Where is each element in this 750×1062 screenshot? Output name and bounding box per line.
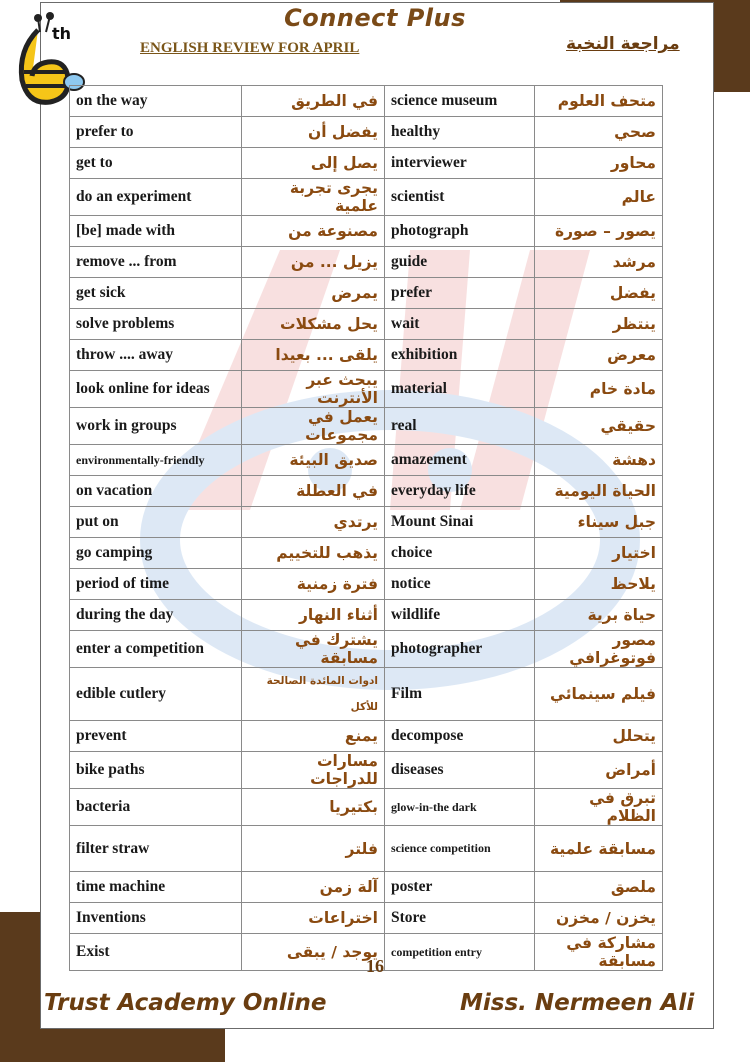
table-row xyxy=(70,247,663,278)
table-row xyxy=(70,569,663,600)
arabic-meaning: أثناء النهار xyxy=(242,600,385,631)
table-row xyxy=(70,789,663,826)
english-term: bike paths xyxy=(70,752,242,789)
arabic-meaning: آلة زمن xyxy=(242,872,385,903)
table-row xyxy=(70,752,663,789)
table-row xyxy=(70,631,663,668)
arabic-meaning: يلقى ... بعيدا xyxy=(242,340,385,371)
arabic-meaning: في العطلة xyxy=(242,476,385,507)
arabic-meaning: محاور xyxy=(535,148,663,179)
arabic-meaning: يجرى تجربة علمية xyxy=(242,179,385,216)
english-term: exhibition xyxy=(385,340,535,371)
logo-th: th xyxy=(52,24,72,43)
arabic-meaning: فترة زمنية xyxy=(242,569,385,600)
english-term: do an experiment xyxy=(70,179,242,216)
table-row xyxy=(70,903,663,934)
english-term: scientist xyxy=(385,179,535,216)
english-term: get sick xyxy=(70,278,242,309)
english-term: solve problems xyxy=(70,309,242,340)
table-row xyxy=(70,872,663,903)
english-term: period of time xyxy=(70,569,242,600)
arabic-meaning: فيلم سينمائي xyxy=(535,668,663,721)
arabic-meaning: حياة برية xyxy=(535,600,663,631)
table-row xyxy=(70,148,663,179)
english-term: choice xyxy=(385,538,535,569)
arabic-meaning: اختيار xyxy=(535,538,663,569)
arabic-meaning: مصور فوتوغرافي xyxy=(535,631,663,668)
table-row xyxy=(70,408,663,445)
english-term: during the day xyxy=(70,600,242,631)
english-term: Store xyxy=(385,903,535,934)
english-term: science museum xyxy=(385,86,535,117)
arabic-meaning: يصور – صورة xyxy=(535,216,663,247)
english-term: prefer xyxy=(385,278,535,309)
english-term: poster xyxy=(385,872,535,903)
table-row xyxy=(70,278,663,309)
page-number: 16 xyxy=(366,956,384,976)
brand-title: Connect Plus xyxy=(284,4,466,32)
arabic-meaning: يوجد / يبقى xyxy=(242,934,385,971)
table-row xyxy=(70,826,663,872)
arabic-meaning: معرض xyxy=(535,340,663,371)
english-term: enter a competition xyxy=(70,631,242,668)
footer-teacher: Miss. Nermeen Ali xyxy=(460,990,695,1016)
english-term: prevent xyxy=(70,721,242,752)
english-term: work in groups xyxy=(70,408,242,445)
english-term: time machine xyxy=(70,872,242,903)
table-row xyxy=(70,371,663,408)
english-term: Exist xyxy=(70,934,242,971)
arabic-meaning: عالم xyxy=(535,179,663,216)
arabic-meaning: مصنوعة من xyxy=(242,216,385,247)
english-term: wait xyxy=(385,309,535,340)
arabic-meaning: يفضل أن xyxy=(242,117,385,148)
review-subtitle-arabic: مراجعة النخبة xyxy=(566,34,680,54)
english-term: Film xyxy=(385,668,535,721)
english-term: environmentally-friendly xyxy=(70,445,242,476)
english-term: science competition xyxy=(385,826,535,872)
arabic-meaning: يبحث عبر الأنترنت xyxy=(242,371,385,408)
english-term: photograph xyxy=(385,216,535,247)
arabic-meaning: حقيقي xyxy=(535,408,663,445)
footer-academy: Trust Academy Online xyxy=(44,990,327,1016)
arabic-meaning: ادوات المائدة الصالحة للأكل xyxy=(242,668,385,721)
english-term: on the way xyxy=(70,86,242,117)
english-term: on vacation xyxy=(70,476,242,507)
arabic-meaning: متحف العلوم xyxy=(535,86,663,117)
english-term: prefer to xyxy=(70,117,242,148)
english-term: competition entry xyxy=(385,934,535,971)
english-term: glow-in-the dark xyxy=(385,789,535,826)
arabic-meaning: يلاحظ xyxy=(535,569,663,600)
english-term: photographer xyxy=(385,631,535,668)
english-term: go camping xyxy=(70,538,242,569)
arabic-meaning: يمنع xyxy=(242,721,385,752)
english-term: get to xyxy=(70,148,242,179)
table-row xyxy=(70,721,663,752)
english-term: put on xyxy=(70,507,242,538)
english-term: look online for ideas xyxy=(70,371,242,408)
english-term: everyday life xyxy=(385,476,535,507)
english-term: Inventions xyxy=(70,903,242,934)
arabic-meaning: اختراعات xyxy=(242,903,385,934)
english-term: real xyxy=(385,408,535,445)
arabic-meaning: جبل سيناء xyxy=(535,507,663,538)
english-term: Mount Sinai xyxy=(385,507,535,538)
english-term: wildlife xyxy=(385,600,535,631)
arabic-meaning: مسابقة علمية xyxy=(535,826,663,872)
arabic-meaning: يرتدي xyxy=(242,507,385,538)
english-term: amazement xyxy=(385,445,535,476)
table-row xyxy=(70,86,663,117)
arabic-meaning: مسارات للدراجات xyxy=(242,752,385,789)
table-row xyxy=(70,507,663,538)
table-row xyxy=(70,309,663,340)
english-term: remove ... from xyxy=(70,247,242,278)
arabic-meaning: مرشد xyxy=(535,247,663,278)
english-term: throw .... away xyxy=(70,340,242,371)
arabic-meaning: فلتر xyxy=(242,826,385,872)
table-row xyxy=(70,216,663,247)
review-subtitle: ENGLISH REVIEW FOR APRIL xyxy=(140,40,360,56)
arabic-meaning: صديق البيئة xyxy=(242,445,385,476)
arabic-meaning: دهشة xyxy=(535,445,663,476)
english-term: interviewer xyxy=(385,148,535,179)
english-term: filter straw xyxy=(70,826,242,872)
arabic-meaning: في الطريق xyxy=(242,86,385,117)
arabic-meaning: أمراض xyxy=(535,752,663,789)
english-term: edible cutlery xyxy=(70,668,242,721)
arabic-meaning: صحي xyxy=(535,117,663,148)
arabic-meaning: يذهب للتخييم xyxy=(242,538,385,569)
vocabulary-table-body xyxy=(70,86,663,971)
arabic-meaning: يفضل xyxy=(535,278,663,309)
arabic-meaning: يمرض xyxy=(242,278,385,309)
english-term: decompose xyxy=(385,721,535,752)
arabic-meaning: ملصق xyxy=(535,872,663,903)
english-term: material xyxy=(385,371,535,408)
english-term: bacteria xyxy=(70,789,242,826)
arabic-meaning: بكتيريا xyxy=(242,789,385,826)
english-term: notice xyxy=(385,569,535,600)
table-row xyxy=(70,538,663,569)
arabic-meaning: ينتظر xyxy=(535,309,663,340)
arabic-meaning: يعمل في مجموعات xyxy=(242,408,385,445)
table-row xyxy=(70,476,663,507)
arabic-meaning: يصل إلى xyxy=(242,148,385,179)
arabic-meaning: مادة خام xyxy=(535,371,663,408)
table-row xyxy=(70,668,663,721)
table-row xyxy=(70,117,663,148)
vocabulary-table xyxy=(69,85,663,971)
english-term: healthy xyxy=(385,117,535,148)
english-term: [be] made with xyxy=(70,216,242,247)
arabic-meaning: يزيل ... من xyxy=(242,247,385,278)
english-term: diseases xyxy=(385,752,535,789)
arabic-meaning: تبرق في الظلام xyxy=(535,789,663,826)
arabic-meaning: يخزن / مخزن xyxy=(535,903,663,934)
table-row xyxy=(70,600,663,631)
table-row xyxy=(70,445,663,476)
arabic-meaning: يحل مشكلات xyxy=(242,309,385,340)
english-term: guide xyxy=(385,247,535,278)
arabic-meaning: مشاركة في مسابقة xyxy=(535,934,663,971)
table-row xyxy=(70,179,663,216)
arabic-meaning: يشترك في مسابقة xyxy=(242,631,385,668)
arabic-meaning: يتحلل xyxy=(535,721,663,752)
arabic-meaning: الحياة اليومية xyxy=(535,476,663,507)
table-row xyxy=(70,340,663,371)
